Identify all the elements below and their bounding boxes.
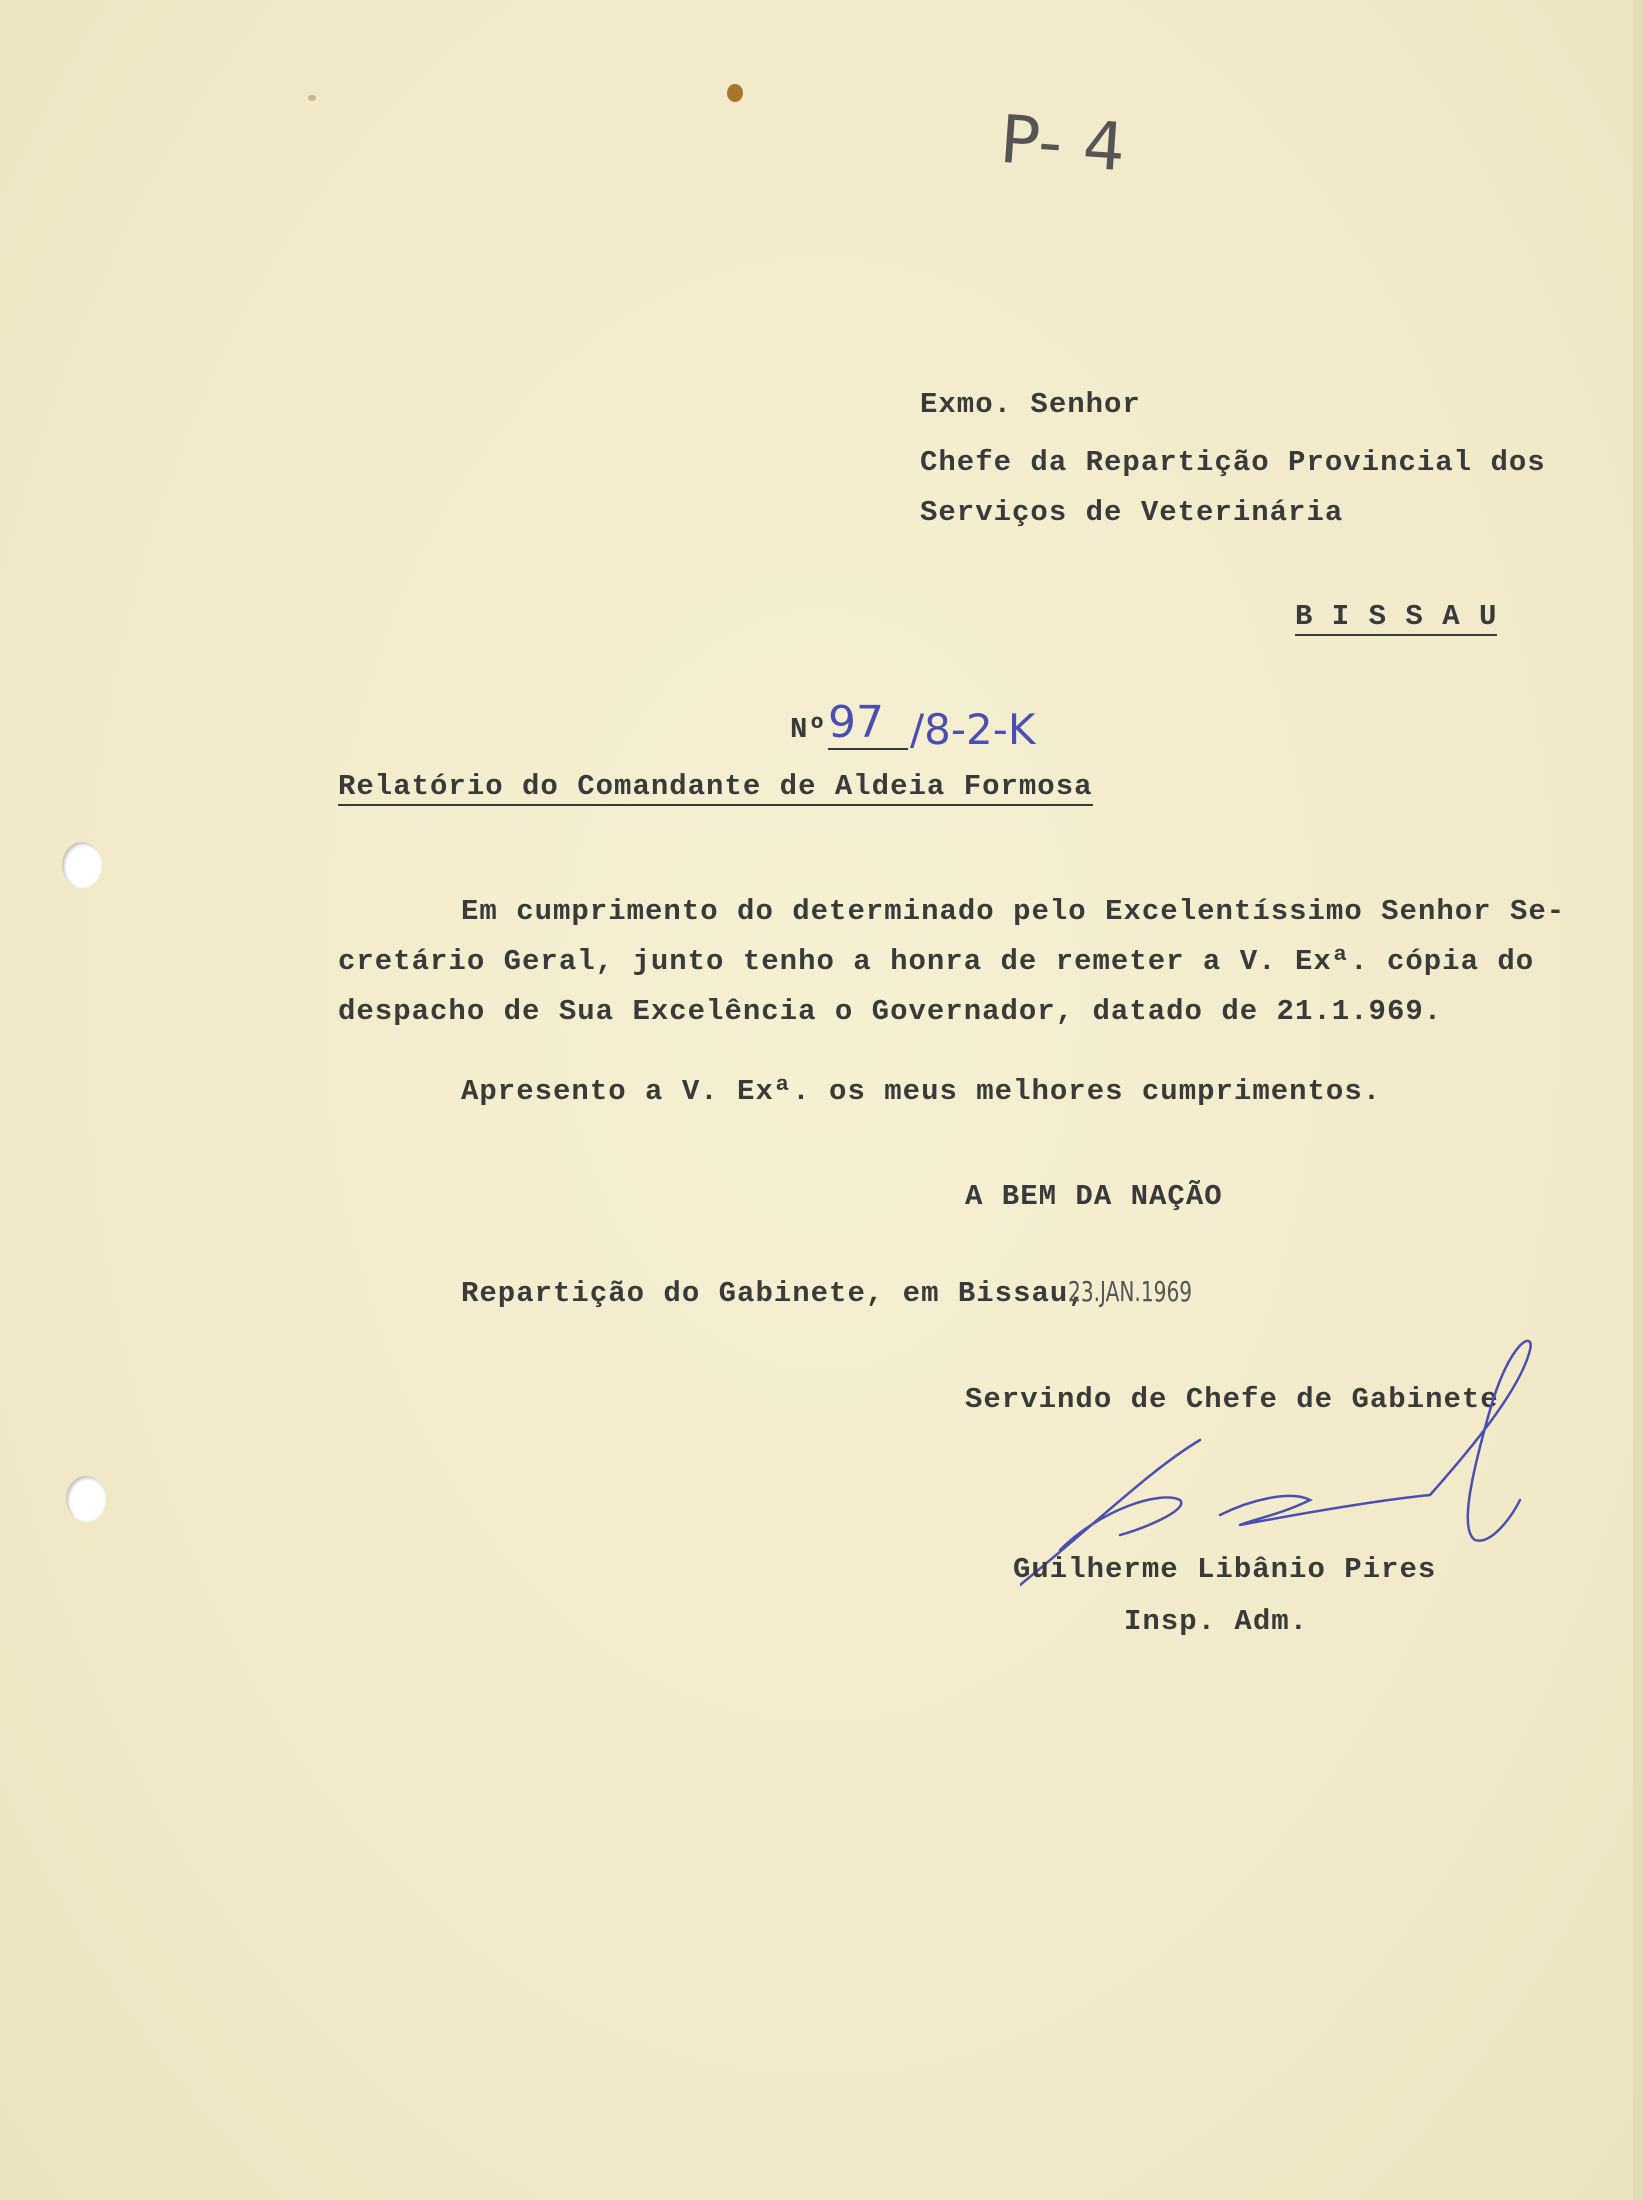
place-line: Repartição do Gabinete, em Bissau, (461, 1277, 1087, 1310)
signatory-name: Guilherme Libânio Pires (1013, 1553, 1437, 1586)
handwritten-reference: P- 4 (997, 100, 1128, 187)
closing-salutation: A BEM DA NAÇÃO (965, 1180, 1223, 1213)
body-paragraph-1-line-1: Em cumprimento do determinado pelo Excelentíssimo Senhor Se- (461, 895, 1566, 928)
recipient-city: B I S S A U (1295, 600, 1497, 636)
ink-stain (308, 95, 316, 101)
recipient-line-2: Chefe da Repartição Provincial dos (920, 446, 1546, 479)
date-stamp: 23.JAN.1969 (1068, 1275, 1193, 1308)
recipient-line-1: Exmo. Senhor (920, 388, 1141, 421)
signatory-title: Insp. Adm. (1124, 1605, 1309, 1638)
reference-code: /8-2-K (910, 705, 1036, 754)
subject-line: Relatório do Comandante de Aldeia Formosa (338, 770, 1093, 806)
body-paragraph-2: Apresento a V. Exª. os meus melhores cumprimentos. (461, 1075, 1382, 1108)
body-paragraph-1-line-3: despacho de Sua Excelência o Governador, datado de 21.1.969. (338, 995, 1443, 1028)
ink-stain (727, 84, 743, 102)
signature-role: Servindo de Chefe de Gabinete (965, 1383, 1499, 1416)
reference-number: 97 (828, 697, 908, 750)
body-paragraph-1-line-2: cretário Geral, junto tenho a honra de remeter a V. Exª. cópia do (338, 945, 1535, 978)
punch-hole (62, 842, 102, 888)
paper-edge (1633, 0, 1643, 2200)
punch-hole (66, 1476, 106, 1522)
recipient-line-3: Serviços de Veterinária (920, 496, 1344, 529)
reference-prefix: Nº (790, 713, 827, 746)
